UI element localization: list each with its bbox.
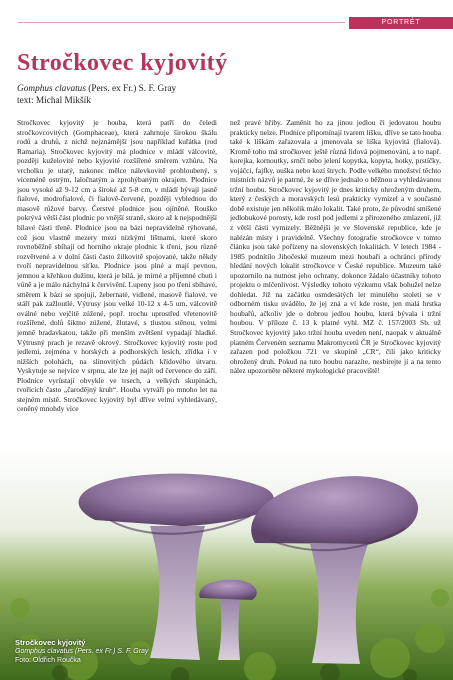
latin-name: Gomphus clavatus	[17, 84, 86, 94]
photo-caption	[15, 638, 148, 665]
article-title: Stročkovec kyjovitý	[17, 50, 228, 76]
caption-credit: Foto: Oldřich Roučka	[15, 657, 81, 664]
caption-latin: Gomphus clavatus (Pers. ex Fr.) S. F. Gray	[15, 648, 149, 655]
article-text-right: než pravé hřiby. Zaměnit ho za jinou jedlou či jedovatou houbu prakticky nelze. Plodnice připomínají tvarem lišku, dříve se tato houba také k liškám zařazovala a jmenovala se liška kyjovitá (fialová). Kromě toho má stročkovec ještě různá lidová pojmenování, a to např. korejka, kornoutky, srnčí nebo jelení kopytka, kopyta, hotky, prstíčky, vojáčci, fajfky, ouška nebo kozí štrych. Podle velkého množství těchto místních názvů je patrné, že se dříve jednalo o běžnou a vyhledávanou tržní houbu. Stročkovec kyjovitý je dnes kriticky ohroženým druhem, který z českých a moravských lesů prakticky vymizel a v současné době existuje jen několik málo lokalit. Také proto, že původní smíšené jedlobukové porosty, kde rostl pod jedlemi z přirozeného zmlazení, již z větší části vymizely. Běžnější je ve Slovenské republice, kde je nalézán místy i pravidelně. Všechny fotografie stročkovce v tomto článku jsou také pořízeny na slovenských lokalitách. V letech 1984 - 1985 podnítilo Jihočeské muzeum mezi houbaři a ochránci přírody hledání nových lokalit stročkovce v České republice. Muzeum také upozornilo na nutnost jeho ochrany, dokonce žádalo účastníky tohoto projektu o mlčenlivost. Výsledky tohoto výzkumu však bohužel nelze dohledat. Již na začátku osmdesátých let minulého století se v odborném tisku uvádělo, že jej zná a ví kde roste, jen malá hrstka houbařů, ačkoliv jde o dobrou jedlou houbu, která bývala i tržní houbou. V příloze č. 13 k platné vyhl. MZ č. 157/2003 Sb. už Stročkovec kyjovitý jako tržní houba uveden není, naopak v aktuálně platném Červeném seznamu Makromycetů ČR je Stročkovec kyjovitý zařazen pod položkou 721 ve skupině „CR“, čili jako kriticky ohrožený druh. Pokud na tuto houbu narazíte, nesbírejte jí a na tento nález upozorněte některé mykologické pracoviště!	[230, 118, 441, 376]
latin-name-line	[17, 84, 176, 94]
article-author: text: Michal Mikšík	[17, 96, 91, 106]
article-text-left: Stročkovec kyjovitý je houba, která patří do čeledi stročkovcovitých (Gomphaceae), která zahrnuje širokou škálu rodů a druhů, z nichž nejznámější jsou například kuřátka (rod Ramaria). Stročkovec kyjovitý má plodnice v mládí válcovité, později kuželovité nebo kyjovité rozšířené směrem vzhůru. Na vrcholku je utatý, nakonec mělce nálevkovitě prohloubený, s víceméně ostrým, laločnatým a zprohýbaným okrajem. Plodnice jsou vysoké až 9-12 cm a široké až 5-8 cm, v mládí bývají jasně fialové, modrofialové, či fialově-červené, později vyblednou do masově růžové barvy. Čerstvé plodnice jsou ojíněné. Rouško pokrývá větší část plodnic po vnější straně, skoro až k nejspodnější bílavé části třeně. Plodnice jsou na bázi nepravidelně rýhované, což jsou vlastně mezery mezi nízkými lištnami, které skoro rovnoběžně sbíhají od horního okraje plodnic k třeni, jsou různě rozvětvené a v dolní části často žilkovitě spojované, takže někdy tvoří nepravidelnou síťku. Plodnice jsou plné a mají pevnou, jemnou a křehkou dužinu, která je bílá, je mírné a příjemné chuti i vůně a je málo náchylná k červivění. Lupeny jsou po třeni sbíhavé, směrem k bázi se spojují, žebernaté, vidlené, masově fialové, ve stáří pak zažloutlé. Výtrusy jsou velké 10-12 x 4-5 um, válcovitě oválné nebo vejčitě zúžené, popř. trochu uprostřed vřetenovitě rozšířené, dolů šikmo zúžené, žlutavé, s tlustou stěnou, velmi jemně bradavkatou, takže při menším zvětšení vypadají hladké. Výtrusný prach je rezavě okrový. Stročkovec kyjovitý roste pod jedlemi, zejména v horských a podhorských lesích, zřídka i v nižších polohách, na slinovitých půdách křídového útvaru. Vyskytuje se nejvíce v srpnu, ale lze jej najít od července do září. Plodnice vyrůstají obvykle ve trsech, a velkých skupinách, tvořících často „čarodějný kruh“. Houba vytváří po mnoho let na stejném místě. Stročkovec kyjovitý byl dříve velmi vyhledávaný, ceněný mnohdy více	[17, 118, 217, 414]
latin-authority: (Pers. ex Fr.) S. F. Gray	[88, 84, 177, 94]
article-column-right	[230, 118, 441, 440]
article-column-left	[17, 118, 217, 474]
caption-title: Stročkovec kyjovitý	[15, 638, 86, 647]
section-tag: PORTRÉT	[349, 17, 453, 29]
section-rule	[18, 22, 345, 23]
